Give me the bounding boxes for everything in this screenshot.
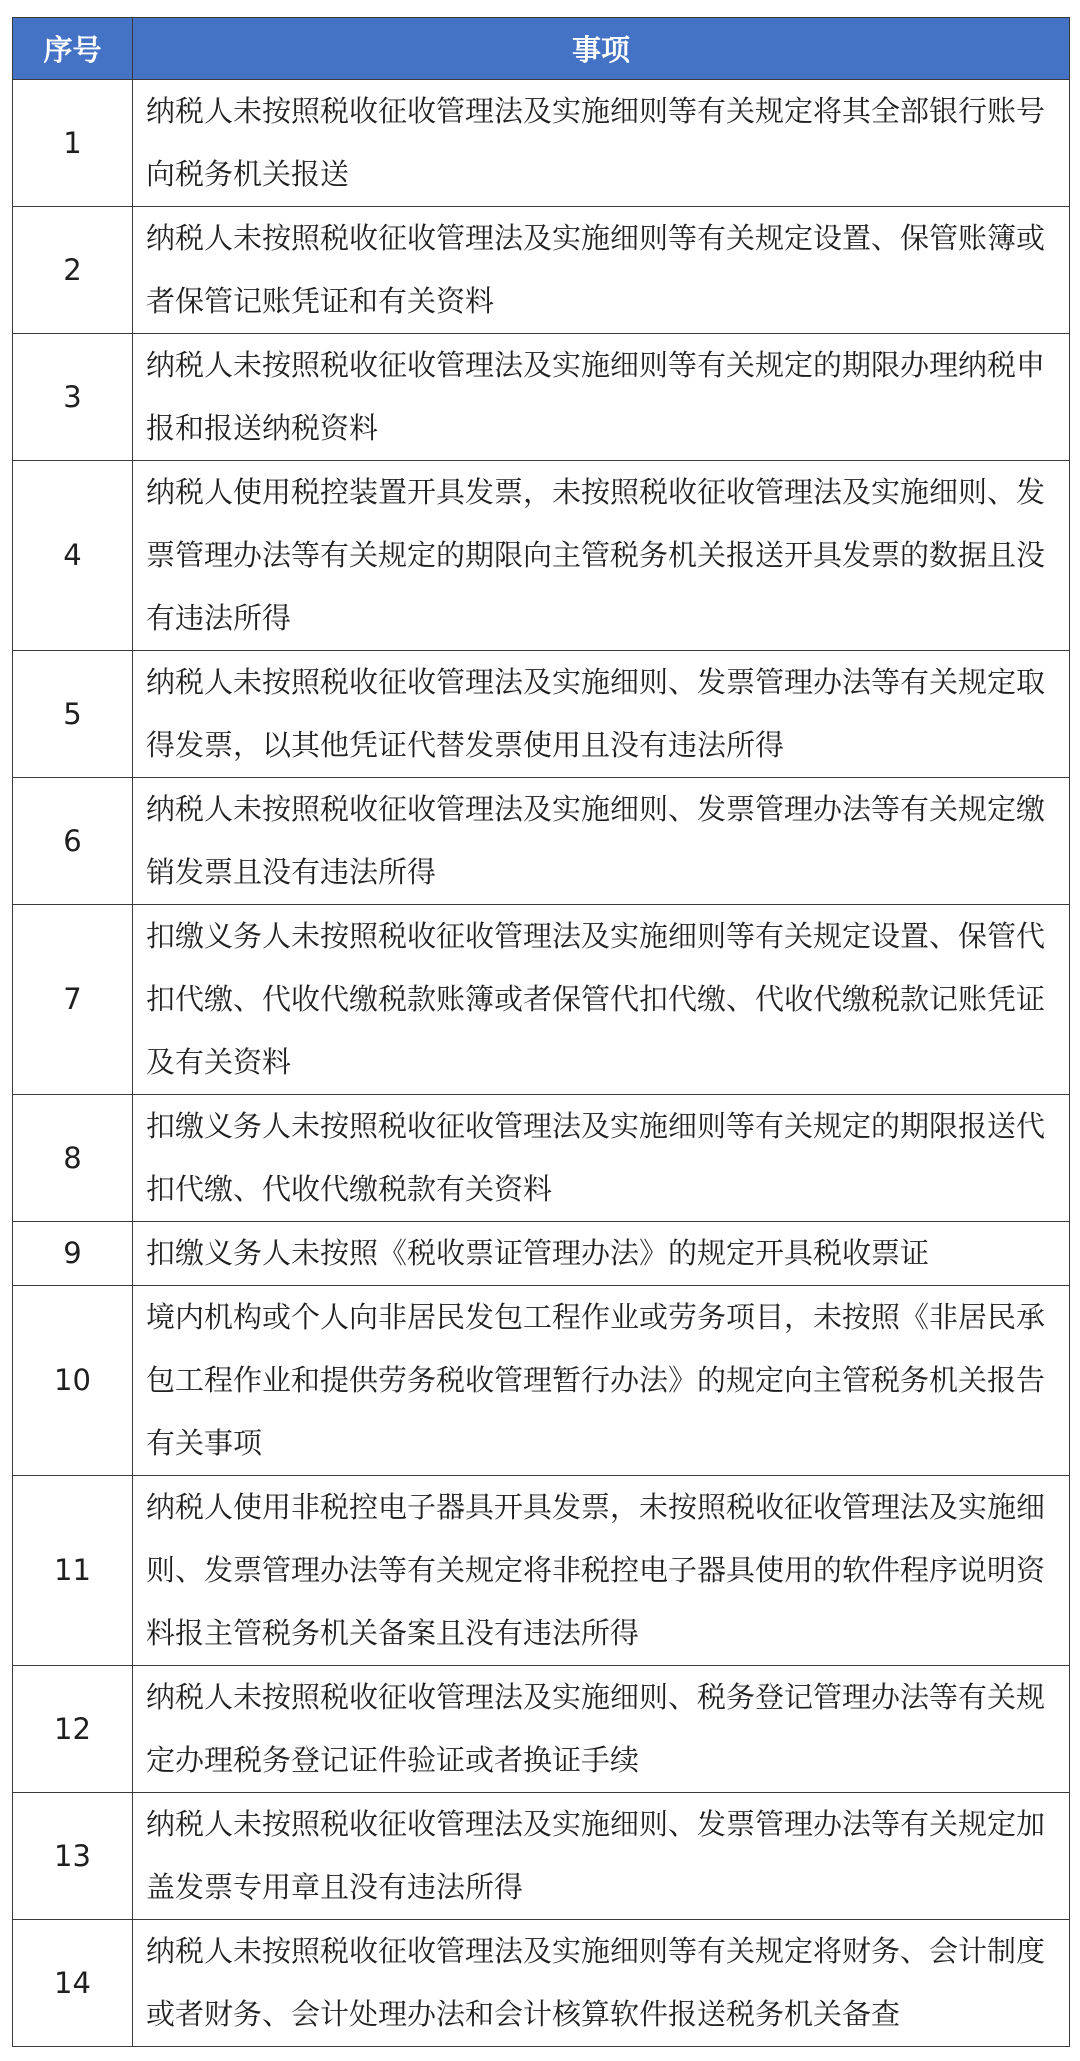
header-cell-no: 序号 (13, 18, 133, 80)
row-number: 8 (13, 1095, 133, 1222)
row-item: 纳税人未按照税收征收管理法及实施细则、发票管理办法等有关规定取得发票，以其他凭证代替发票使用且没有违法所得 (133, 651, 1070, 778)
table-row (13, 651, 1070, 778)
row-number: 4 (13, 461, 133, 651)
table-header (13, 18, 1070, 80)
row-number: 9 (13, 1222, 133, 1286)
row-item: 纳税人使用税控装置开具发票，未按照税收征收管理法及实施细则、发票管理办法等有关规定的期限向主管税务机关报送开具发票的数据且没有违法所得 (133, 461, 1070, 651)
row-number: 10 (13, 1286, 133, 1476)
row-number: 11 (13, 1476, 133, 1666)
table-row (13, 905, 1070, 1095)
row-item: 扣缴义务人未按照税收征收管理法及实施细则等有关规定的期限报送代扣代缴、代收代缴税款有关资料 (133, 1095, 1070, 1222)
table-row (13, 461, 1070, 651)
row-number: 7 (13, 905, 133, 1095)
row-item: 扣缴义务人未按照《税收票证管理办法》的规定开具税收票证 (133, 1222, 1070, 1286)
row-item: 纳税人未按照税收征收管理法及实施细则等有关规定设置、保管账簿或者保管记账凭证和有关资料 (133, 207, 1070, 334)
row-item: 纳税人未按照税收征收管理法及实施细则等有关规定将其全部银行账号向税务机关报送 (133, 80, 1070, 207)
row-item: 纳税人未按照税收征收管理法及实施细则等有关规定将财务、会计制度或者财务、会计处理办法和会计核算软件报送税务机关备查 (133, 1920, 1070, 2047)
row-number: 3 (13, 334, 133, 461)
table-row (13, 1476, 1070, 1666)
row-number: 1 (13, 80, 133, 207)
table-row (13, 1666, 1070, 1793)
row-item: 纳税人未按照税收征收管理法及实施细则等有关规定的期限办理纳税申报和报送纳税资料 (133, 334, 1070, 461)
row-item: 纳税人未按照税收征收管理法及实施细则、发票管理办法等有关规定加盖发票专用章且没有违法所得 (133, 1793, 1070, 1920)
violations-table (12, 17, 1070, 2047)
row-item: 扣缴义务人未按照税收征收管理法及实施细则等有关规定设置、保管代扣代缴、代收代缴税款账簿或者保管代扣代缴、代收代缴税款记账凭证及有关资料 (133, 905, 1070, 1095)
row-number: 6 (13, 778, 133, 905)
row-item: 境内机构或个人向非居民发包工程作业或劳务项目，未按照《非居民承包工程作业和提供劳务税收管理暂行办法》的规定向主管税务机关报告有关事项 (133, 1286, 1070, 1476)
table-row (13, 207, 1070, 334)
table-row (13, 1286, 1070, 1476)
row-number: 2 (13, 207, 133, 334)
table-row (13, 1920, 1070, 2047)
table-row (13, 1095, 1070, 1222)
row-item: 纳税人未按照税收征收管理法及实施细则、税务登记管理办法等有关规定办理税务登记证件验证或者换证手续 (133, 1666, 1070, 1793)
header-cell-item: 事项 (133, 18, 1070, 80)
table-row (13, 1222, 1070, 1286)
row-item: 纳税人使用非税控电子器具开具发票，未按照税收征收管理法及实施细则、发票管理办法等有关规定将非税控电子器具使用的软件程序说明资料报主管税务机关备案且没有违法所得 (133, 1476, 1070, 1666)
row-number: 13 (13, 1793, 133, 1920)
table-body (13, 80, 1070, 2047)
row-number: 12 (13, 1666, 133, 1793)
row-number: 5 (13, 651, 133, 778)
table-row (13, 80, 1070, 207)
table-row (13, 334, 1070, 461)
row-item: 纳税人未按照税收征收管理法及实施细则、发票管理办法等有关规定缴销发票且没有违法所得 (133, 778, 1070, 905)
table-row (13, 778, 1070, 905)
row-number: 14 (13, 1920, 133, 2047)
table-row (13, 1793, 1070, 1920)
document-page (12, 17, 1069, 2047)
header-row (13, 18, 1070, 80)
